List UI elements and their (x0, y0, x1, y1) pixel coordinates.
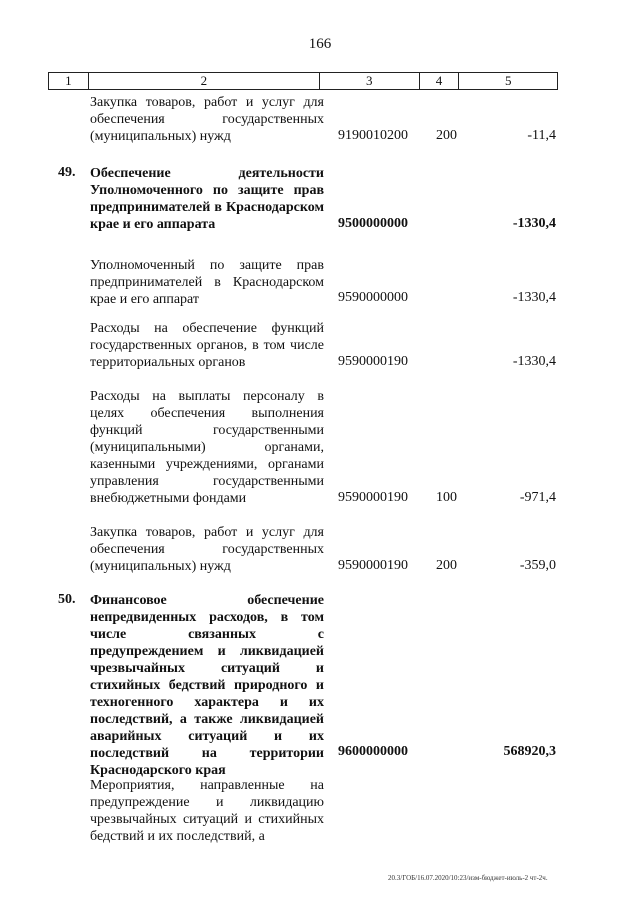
page-number: 166 (308, 36, 332, 52)
row-description: Обеспечение деятельности Уполномоченного по защите прав предпринимателей в Краснодарском крае и его аппарата (90, 166, 324, 232)
row-description: Уполномоченный по защите прав предпринимателей в Краснодарском крае и его аппарат (90, 258, 324, 307)
row-description: Финансовое обеспечение непредвиденных расходов, в том числе связанных с предупреждением и ликвидацией чрезвычайных ситуаций и стихийных бедствий природного и техногенного характера и их последствий, а также ликвидацией аварийных ситуаций и их последствий на территории Краснодарского края (90, 593, 324, 778)
row-amount: -1330,4 (512, 354, 556, 369)
row-code: 9500000000 (338, 216, 408, 231)
row-code: 9600000000 (338, 744, 408, 759)
row-number: 50. (58, 592, 76, 607)
header-col-1: 1 (49, 73, 89, 89)
header-col-4: 4 (420, 73, 460, 89)
row-code: 9590000190 (338, 490, 408, 505)
row-description: Расходы на выплаты персоналу в целях обеспечения выполнения функций государственными (муниципальными) органами, казенными учреждениями, органами управления государственными внебюджетными фондами (90, 389, 324, 506)
row-kind: 100 (436, 490, 457, 505)
row-amount: 568920,3 (503, 744, 556, 759)
header-col-5: 5 (504, 73, 512, 88)
row-description: Мероприятия, направленные на предупреждение и ликвидацию чрезвычайных ситуаций и стихийных бедствий и их последствий, а (90, 778, 324, 844)
header-col-3: 3 (320, 73, 420, 89)
row-amount: -971,4 (519, 490, 556, 505)
row-amount: -11,4 (527, 128, 556, 143)
row-code: 9590000000 (338, 290, 408, 305)
row-amount: -1330,4 (512, 216, 556, 231)
table-header (48, 72, 558, 90)
row-description: Закупка товаров, работ и услуг для обеспечения государственных (муниципальных) нужд (90, 95, 324, 144)
row-kind: 200 (436, 558, 457, 573)
footer-file-reference: 20.3/ГОБ/16.07.2020/10:23/изм-бюджет-июль-2 чт-2ч. (388, 874, 548, 882)
row-number: 49. (58, 165, 76, 180)
row-description: Закупка товаров, работ и услуг для обеспечения государственных (муниципальных) нужд (90, 525, 324, 574)
row-code: 9590000190 (338, 354, 408, 369)
row-kind: 200 (436, 128, 457, 143)
row-code: 9190010200 (338, 128, 408, 143)
row-description: Расходы на обеспечение функций государственных органов, в том числе территориальных органов (90, 321, 324, 370)
row-amount: -1330,4 (512, 290, 556, 305)
header-col-2: 2 (89, 73, 320, 89)
row-code: 9590000190 (338, 558, 408, 573)
row-amount: -359,0 (519, 558, 556, 573)
